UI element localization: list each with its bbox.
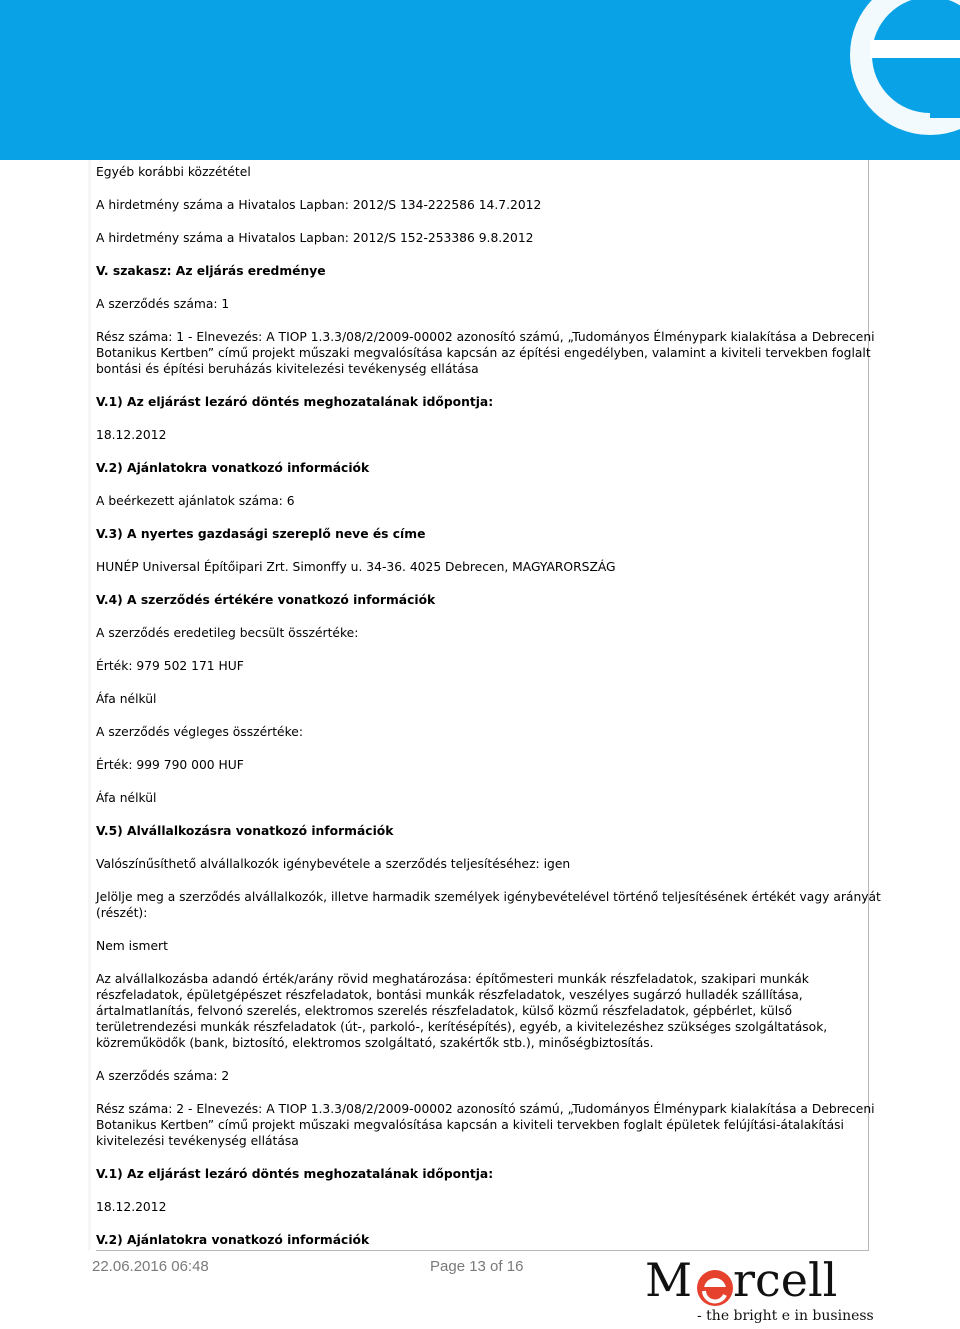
logo-e-icon xyxy=(695,1268,735,1308)
text-line: kivitelezési tevékenység ellátása xyxy=(96,1134,299,1148)
logo-letter-m: M xyxy=(645,1253,693,1307)
text-line: közreműködők (bank, biztosító, elektromos szolgáltató, szakértők stb.), minőségbiztosítás. xyxy=(96,1036,654,1050)
section-heading: V.3) A nyertes gazdasági szereplő neve és címe xyxy=(96,527,426,541)
footer-divider xyxy=(96,1250,869,1251)
text-line: Az alvállalkozásba adandó érték/arány rövid meghatározása: építőmesteri munkák részfeladatok, szakipari munkák xyxy=(96,972,809,986)
section-heading: V.1) Az eljárást lezáró döntés meghozatalának időpontja: xyxy=(96,1167,494,1181)
section-heading: V.4) A szerződés értékére vonatkozó információk xyxy=(96,593,436,607)
text-line: 18.12.2012 xyxy=(96,428,167,442)
e-logo-icon xyxy=(830,0,960,160)
text-line: A hirdetmény száma a Hivatalos Lapban: 2012/S 152-253386 9.8.2012 xyxy=(96,231,534,245)
footer-date: 22.06.2016 06:48 xyxy=(92,1258,209,1275)
text-line: A beérkezett ajánlatok száma: 6 xyxy=(96,494,295,508)
section-heading: V.2) Ajánlatokra vonatkozó információk xyxy=(96,461,370,475)
text-line: Érték: 979 502 171 HUF xyxy=(96,659,244,673)
text-line: Rész száma: 1 - Elnevezés: A TIOP 1.3.3/08/2/2009-00002 azonosító számú, „Tudományos Élménypark kialakítása a Debreceni xyxy=(96,330,875,344)
text-line: Nem ismert xyxy=(96,939,168,953)
text-line: területrendezési munkák részfeladatok (út-, parkoló-, kerítésépítés), egyéb, a kivitelezéshez szükséges szolgáltatások, xyxy=(96,1020,828,1034)
section-heading: V.2) Ajánlatokra vonatkozó információk xyxy=(96,1233,370,1247)
text-line: Jelölje meg a szerződés alvállalkozók, illetve harmadik személyek igénybevételével történő teljesítésének értékét vagy arányát xyxy=(96,890,881,904)
text-line: ártalmatlanítás, felvonó szerelés, elektromos szerelés részfeladatok, külső közmű részfeladatok, gépbérlet, külső xyxy=(96,1004,793,1018)
text-line: A hirdetmény száma a Hivatalos Lapban: 2012/S 134-222586 14.7.2012 xyxy=(96,198,542,212)
text-line: Áfa nélkül xyxy=(96,692,157,706)
logo-tagline: - the bright e in business xyxy=(697,1308,874,1324)
document-body xyxy=(96,160,881,1250)
logo-wordmark: rcell xyxy=(733,1253,838,1307)
text-line: (részét): xyxy=(96,906,148,920)
text-line: részfeladatok, épületgépészet részfeladatok, bontási munkák részfeladatok, veszélyes sugárzó hulladék szállítása, xyxy=(96,988,803,1002)
text-line: Botanikus Kertben” című projekt műszaki megvalósítása kapcsán a kiviteli tervekben foglalt épületek felújítási-átalakítási xyxy=(96,1118,844,1132)
text-line: A szerződés végleges összértéke: xyxy=(96,725,303,739)
text-line: bontási és építési beruházás kivitelezési tevékenység ellátása xyxy=(96,362,479,376)
text-line: Rész száma: 2 - Elnevezés: A TIOP 1.3.3/08/2/2009-00002 azonosító számú, „Tudományos Élménypark kialakítása a Debreceni xyxy=(96,1102,875,1116)
text-line: Valószínűsíthető alvállalkozók igénybevétele a szerződés teljesítéséhez: igen xyxy=(96,857,571,871)
text-line: HUNÉP Universal Építőipari Zrt. Simonffy u. 34-36. 4025 Debrecen, MAGYARORSZÁG xyxy=(96,560,616,574)
section-heading: V.5) Alvállalkozásra vonatkozó információk xyxy=(96,824,394,838)
text-line: Botanikus Kertben” című projekt műszaki megvalósítása kapcsán az építési engedélyben, valamint a kiviteli tervekben foglalt xyxy=(96,346,871,360)
page-number: Page 13 of 16 xyxy=(430,1258,524,1275)
left-margin-bar xyxy=(88,160,91,1250)
text-line: A szerződés száma: 1 xyxy=(96,297,230,311)
section-heading: V. szakasz: Az eljárás eredménye xyxy=(96,264,326,278)
text-line: Egyéb korábbi közzététel xyxy=(96,165,251,179)
header-banner xyxy=(0,0,960,160)
text-line: Áfa nélkül xyxy=(96,791,157,805)
section-heading: V.1) Az eljárást lezáró döntés meghozatalának időpontja: xyxy=(96,395,494,409)
text-line: 18.12.2012 xyxy=(96,1200,167,1214)
text-line: A szerződés száma: 2 xyxy=(96,1069,230,1083)
text-line: Érték: 999 790 000 HUF xyxy=(96,758,244,772)
text-line: A szerződés eredetileg becsült összértéke: xyxy=(96,626,359,640)
marcell-logo xyxy=(645,1253,875,1326)
